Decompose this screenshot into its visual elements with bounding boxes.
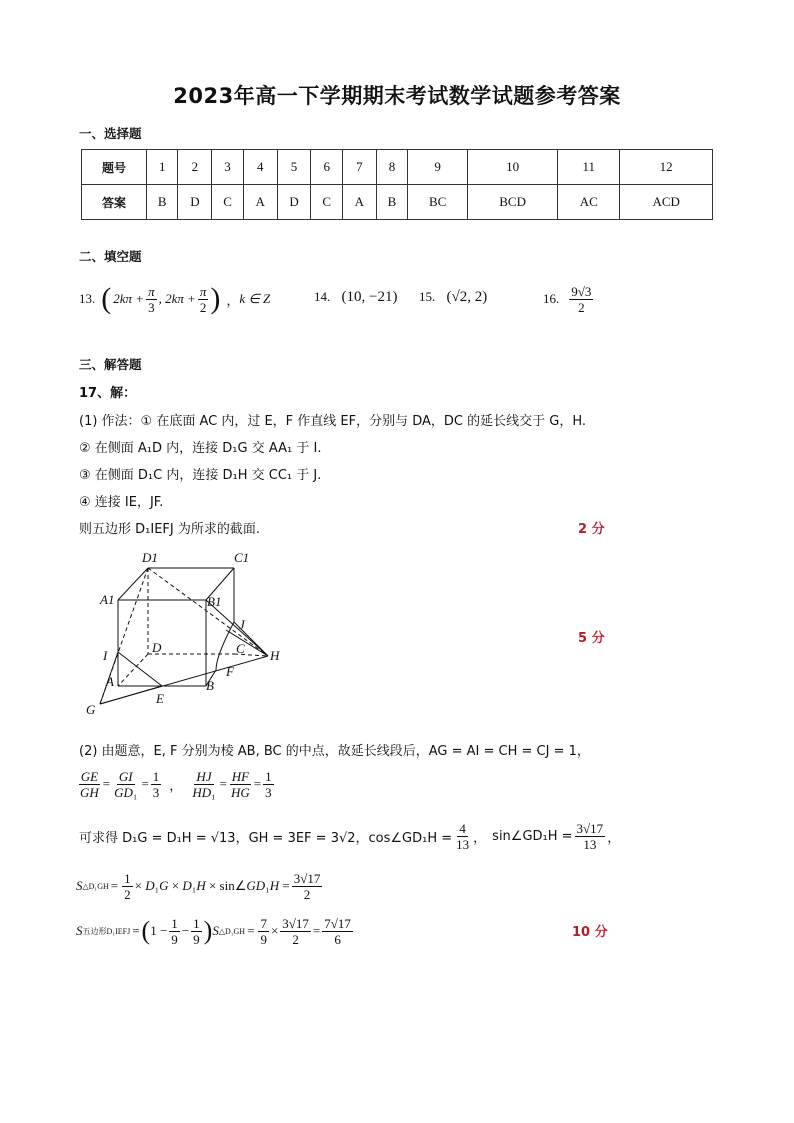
table-cell: A xyxy=(342,185,376,220)
score-2: 2 分 xyxy=(578,522,605,537)
label-G: G xyxy=(86,702,96,717)
conclusion: 则五边形 D₁IEFJ 为所求的截面. xyxy=(79,522,260,537)
part-2-intro: (2) 由题意，E, F 分别为棱 AB, BC 的中点，故延长线段后，AG = AI = CH = CJ = 1， xyxy=(79,744,590,759)
table-row-numbers xyxy=(82,150,713,185)
math-text: 2kπ + xyxy=(113,291,145,306)
table-row-answers xyxy=(82,185,713,220)
answer-16 xyxy=(543,279,595,319)
computation-text-sin: sin∠GD₁H = xyxy=(492,828,573,844)
table-cell: 1 xyxy=(147,150,178,185)
table-cell: 3 xyxy=(212,150,243,185)
question-17-label: 17、解： xyxy=(79,386,137,401)
label-C: C xyxy=(236,641,245,656)
label-I: I xyxy=(103,648,108,663)
table-cell: 2 xyxy=(178,150,212,185)
table-cell: C xyxy=(212,185,243,220)
question-number: 16. xyxy=(543,291,560,306)
label-B: B xyxy=(206,678,214,693)
step-3: ③ 在侧面 D₁C 内，连接 D₁H 交 CC₁ 于 J. xyxy=(79,468,322,483)
paren-close: ) xyxy=(210,282,221,315)
paren-open: ( xyxy=(101,282,112,315)
table-cell: 8 xyxy=(376,150,407,185)
question-number: 13. xyxy=(79,291,96,306)
fraction: $\frac{\pi}{2}$ xyxy=(199,283,207,315)
math-text: , 2kπ + xyxy=(158,291,196,306)
computation-text: 可求得 D₁G = D₁H = √13，GH = 3EF = 3√2，cos∠GD₁H = xyxy=(79,830,453,846)
label-B1: B1 xyxy=(207,594,222,609)
table-cell: 9 xyxy=(408,150,468,185)
table-cell: 5 xyxy=(277,150,311,185)
label-D1: D1 xyxy=(142,550,158,565)
table-cell: B xyxy=(147,185,178,220)
section-heading-fill: 二、填空题 xyxy=(79,249,142,264)
label-C1: C1 xyxy=(234,550,250,565)
computation-line: 可求得 D₁G = D₁H = √13，GH = 3EF = 3√2，cos∠GD₁H = $\frac{4}{13}$ ， sin∠GD₁H = $\frac{3√17}{13}$ ， xyxy=(79,820,621,852)
label-H: H xyxy=(270,648,280,663)
table-cell: B xyxy=(376,185,407,220)
section-heading-choice: 一、选择题 xyxy=(79,126,142,141)
ratio-equations: $\frac{GE}{GH}$ = $\frac{GI}{\text{GD₁}}$ = $\frac{1}{3}$ ， $\frac{HJ}{\text{HD₁}}$ = $\frac{HF}{HG}$ = $\frac{1}{3}$ xyxy=(80,768,272,800)
table-cell: BCD xyxy=(467,185,557,220)
math-condition: k ∈ Z xyxy=(239,291,271,306)
math-value: (10, −21) xyxy=(341,289,398,305)
question-number: 14. xyxy=(314,289,331,304)
pentagon-area: S 五边形D₁IEFJ = ( 1 − $\frac{1}{9}$ − $\frac{1}{9}$ ) S △D₁GH = $\frac{7}{9}$ × $\frac{3√17}{2}$ = $\frac{7√17}{6}$ xyxy=(76,915,351,947)
table-cell: 6 xyxy=(311,150,342,185)
label-A1: A1 xyxy=(100,592,115,607)
table-cell: C xyxy=(311,185,342,220)
table-cell: BC xyxy=(408,185,468,220)
answer-table xyxy=(81,149,713,220)
table-cell: D xyxy=(277,185,311,220)
fraction: $\frac{\pi}{3}$ xyxy=(148,283,155,315)
table-cell: 4 xyxy=(243,150,277,185)
table-cell: 7 xyxy=(342,150,376,185)
label-F: F xyxy=(226,664,234,679)
score-10: 10 分 xyxy=(572,925,608,940)
table-cell: 12 xyxy=(620,150,713,185)
label-A: A xyxy=(106,674,114,689)
answer-13: 13. ( 2kπ + $\frac{\pi}{3}$ , 2kπ + $\frac{\pi}{2}$ ) ， k ∈ Z xyxy=(79,282,271,315)
score-5: 5 分 xyxy=(578,631,605,646)
question-number: 15. xyxy=(419,289,436,304)
label-D: D xyxy=(152,640,162,655)
fraction: $\frac{9√3}{2}$ xyxy=(571,283,592,315)
row-label-number: 题号 xyxy=(82,150,147,185)
cube-figure xyxy=(76,546,296,718)
table-cell: AC xyxy=(558,185,620,220)
step-1: (1) 作法：① 在底面 AC 内，过 E，F 作直线 EF，分别与 DA，DC 的延长线交于 G，H. xyxy=(79,414,587,429)
section-heading-solve: 三、解答题 xyxy=(79,357,142,372)
answer-14 xyxy=(314,289,397,306)
step-2: ② 在侧面 A₁D 内，连接 D₁G 交 AA₁ 于 I. xyxy=(79,441,322,456)
label-J: J xyxy=(239,617,245,632)
triangle-area: S △D₁GH = $\frac{1}{2}$ × D₁G × D₁H × sin∠GD₁H = $\frac{3√17}{2}$ xyxy=(76,870,321,902)
table-cell: A xyxy=(243,185,277,220)
page-title: 2023年高一下学期期末考试数学试题参考答案 xyxy=(173,84,621,108)
label-E: E xyxy=(156,691,164,706)
row-label-answer: 答案 xyxy=(82,185,147,220)
answer-15 xyxy=(419,289,487,306)
table-cell: D xyxy=(178,185,212,220)
math-value: (√2, 2) xyxy=(446,289,488,305)
table-cell: 11 xyxy=(558,150,620,185)
step-4: ④ 连接 IE，JF. xyxy=(79,495,164,510)
table-cell: ACD xyxy=(620,185,713,220)
table-cell: 10 xyxy=(467,150,557,185)
